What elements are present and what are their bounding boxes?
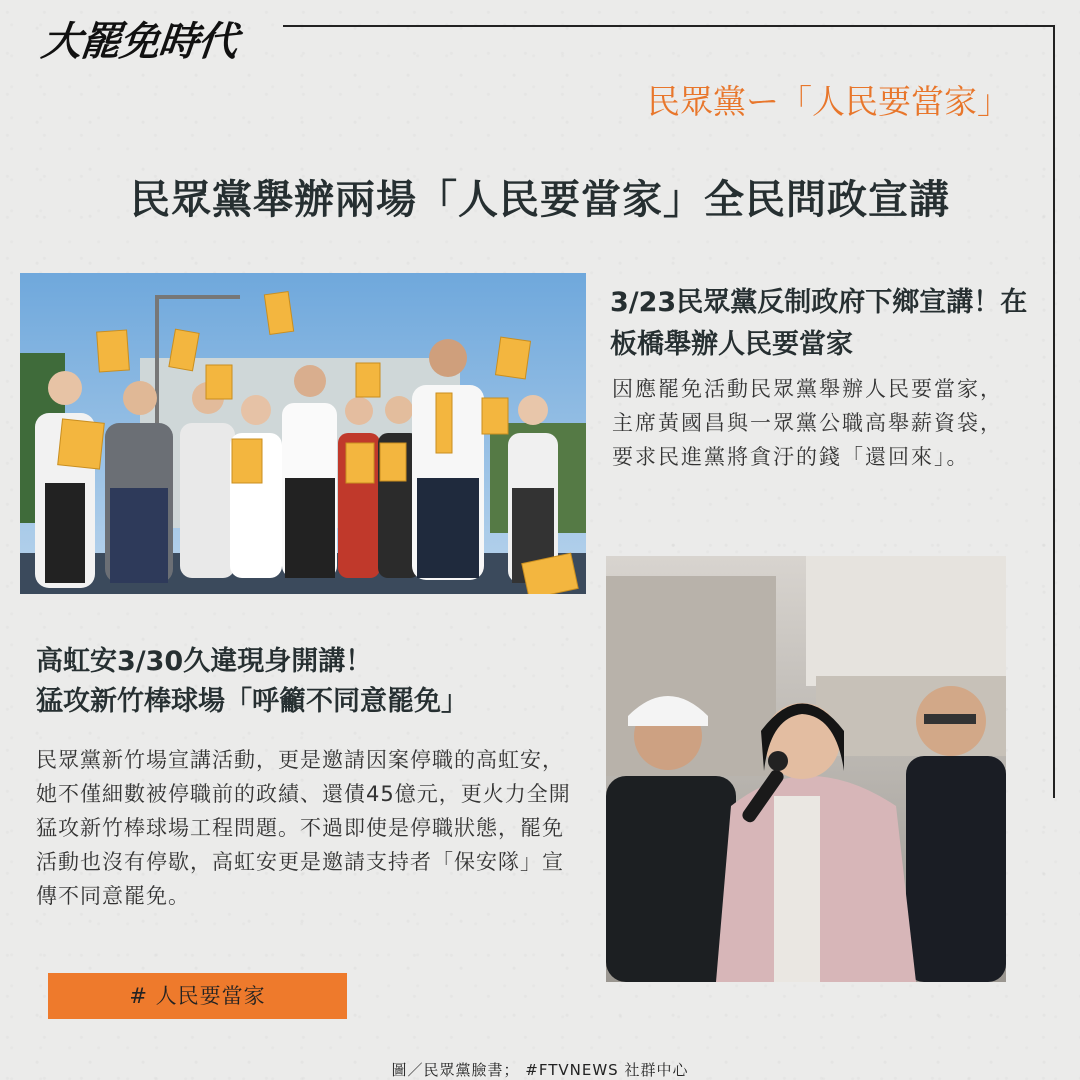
article1-title: 3/23民眾黨反制政府下鄉宣講！在板橋舉辦人民要當家 <box>610 287 1028 360</box>
article2-title-line1: 高虹安3/30久違現身開講！ <box>36 646 373 677</box>
article1-body: 因應罷免活動民眾黨舉辦人民要當家，主席黃國昌與一眾黨公職高舉薪資袋，要求民進黨將貪汙的錢「還回來」。 <box>612 377 1003 469</box>
article2-title <box>36 642 576 722</box>
frame-right-line <box>1053 25 1055 798</box>
frame-top-line <box>283 25 1055 27</box>
section-label: 民眾黨ー「人民要當家」 <box>647 82 1010 121</box>
photo-credit: 圖／民眾黨臉書； #FTVNEWS 社群中心 <box>391 1061 689 1079</box>
article2-title-line2: 猛攻新竹棒球場「呼籲不同意罷免」 <box>36 686 468 717</box>
page-title: 民眾黨舉辦兩場「人民要當家」全民問政宣講 <box>130 177 950 223</box>
article2-body: 民眾黨新竹場宣講活動，更是邀請因案停職的高虹安，她不僅細數被停職前的政績、還債45億元，更火力全開猛攻新竹棒球場工程問題。不過即使是停職狀態，罷免活動也沒有停歇，高虹安更是邀請支持者「保安隊」宣傳不同意罷免。 <box>36 748 571 908</box>
rally-photo-banqiao <box>20 273 586 594</box>
speaker-photo-hsinchu <box>606 556 1006 982</box>
brand-logo: 大罷免時代 <box>39 18 240 65</box>
speaker-photo-image <box>606 556 1006 982</box>
rally-photo-image <box>20 273 586 594</box>
hashtag-tag[interactable]: # 人民要當家 <box>48 973 347 1019</box>
